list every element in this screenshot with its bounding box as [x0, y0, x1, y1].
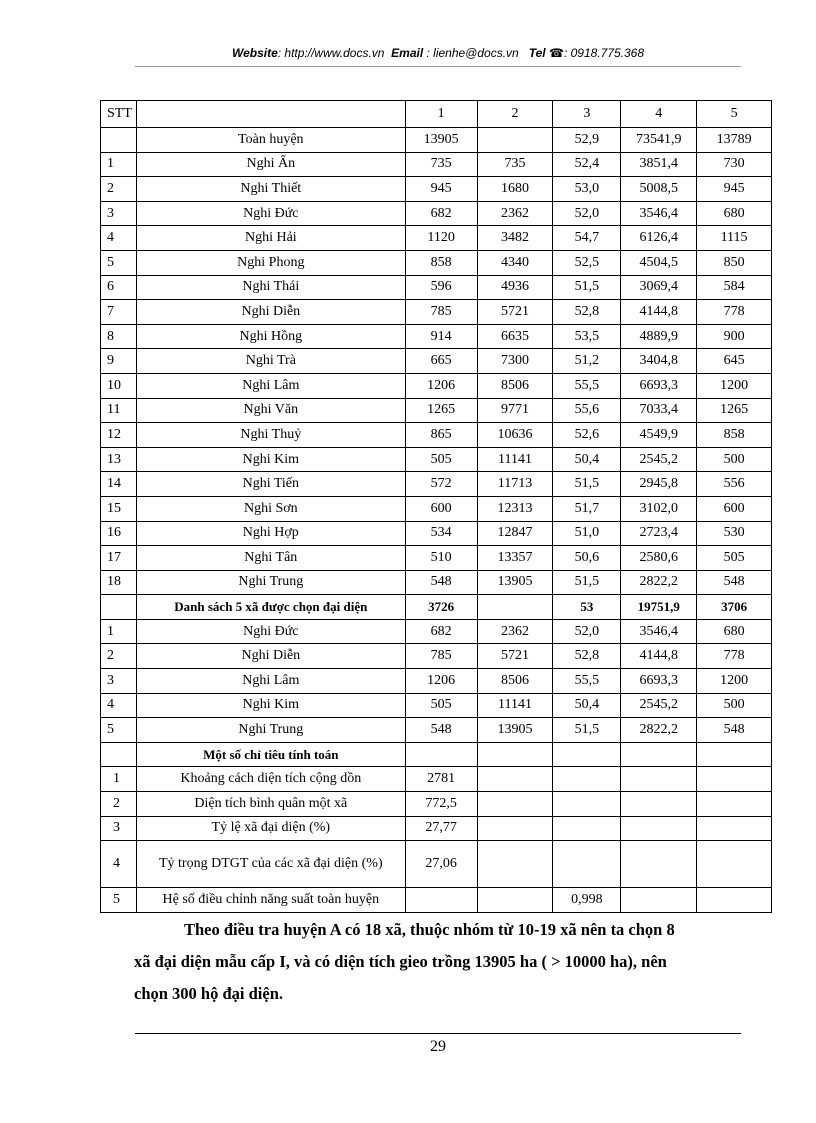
value-cell: 2362	[477, 201, 553, 226]
value-cell: 1265	[405, 398, 477, 423]
value-cell: 665	[405, 349, 477, 374]
value-cell: 548	[697, 570, 772, 595]
website-value: : http://www.docs.vn	[277, 46, 385, 60]
name-cell: Nghi Thiết	[136, 177, 405, 202]
value-cell: 27,77	[405, 816, 477, 841]
tel-label: Tel	[528, 46, 546, 60]
value-cell: 52,5	[553, 250, 621, 275]
value-cell	[553, 792, 621, 817]
value-cell: 1206	[405, 669, 477, 694]
value-cell: 8506	[477, 669, 553, 694]
value-cell: 682	[405, 619, 477, 644]
name-cell: Tỷ trọng DTGT của các xã đại diện (%)	[136, 841, 405, 888]
body-paragraph	[134, 914, 746, 1010]
value-cell	[477, 816, 553, 841]
value-cell: 900	[697, 324, 772, 349]
value-cell: 4549,9	[621, 423, 697, 448]
commune-row	[101, 472, 772, 497]
stt-cell: 2	[101, 644, 137, 669]
value-cell: 3726	[405, 595, 477, 620]
value-cell: 5008,5	[621, 177, 697, 202]
commune-row	[101, 152, 772, 177]
value-cell	[477, 888, 553, 913]
table-header-row	[101, 101, 772, 128]
selected-summary-row	[101, 595, 772, 620]
value-cell: 680	[697, 619, 772, 644]
value-cell: 858	[697, 423, 772, 448]
value-cell: 4504,5	[621, 250, 697, 275]
value-cell	[697, 742, 772, 767]
value-cell: 9771	[477, 398, 553, 423]
column-header: 1	[405, 101, 477, 128]
page-header	[135, 46, 741, 60]
value-cell: 52,8	[553, 300, 621, 325]
value-cell: 11141	[477, 693, 553, 718]
value-cell: 55,5	[553, 669, 621, 694]
value-cell	[477, 595, 553, 620]
value-cell: 12313	[477, 496, 553, 521]
value-cell: 3069,4	[621, 275, 697, 300]
value-cell: 1206	[405, 373, 477, 398]
commune-row	[101, 373, 772, 398]
indicator-row	[101, 792, 772, 817]
stt-cell	[101, 595, 137, 620]
name-cell: Nghi Thái	[136, 275, 405, 300]
value-cell: 2580,6	[621, 546, 697, 571]
value-cell	[697, 841, 772, 888]
commune-row	[101, 250, 772, 275]
stt-cell: 1	[101, 152, 137, 177]
column-header: 3	[553, 101, 621, 128]
name-cell: Toàn huyện	[136, 128, 405, 153]
value-cell: 6693,3	[621, 669, 697, 694]
value-cell: 52,0	[553, 619, 621, 644]
column-header: 4	[621, 101, 697, 128]
stt-cell	[101, 742, 137, 767]
paragraph-line: xã đại diện mẫu cấp I, và có diện tích gieo trồng 13905 ha ( > 10000 ha), nên	[134, 952, 667, 971]
value-cell: 13357	[477, 546, 553, 571]
name-cell: Nghi Tân	[136, 546, 405, 571]
value-cell: 548	[405, 570, 477, 595]
value-cell: 13905	[477, 570, 553, 595]
value-cell: 6693,3	[621, 373, 697, 398]
value-cell: 645	[697, 349, 772, 374]
commune-row	[101, 447, 772, 472]
value-cell: 548	[697, 718, 772, 743]
value-cell: 1115	[697, 226, 772, 251]
paragraph-line: chọn 300 hộ đại diện.	[134, 984, 283, 1003]
value-cell: 2362	[477, 619, 553, 644]
name-cell: Nghi Hồng	[136, 324, 405, 349]
stt-cell: 6	[101, 275, 137, 300]
value-cell: 4340	[477, 250, 553, 275]
district-total-row	[101, 128, 772, 153]
value-cell: 51,5	[553, 275, 621, 300]
value-cell: 51,7	[553, 496, 621, 521]
name-cell: Hệ số điều chỉnh năng suất toàn huyện	[136, 888, 405, 913]
stt-cell: 9	[101, 349, 137, 374]
footer-divider	[135, 1033, 741, 1034]
name-cell: Danh sách 5 xã được chọn đại diện	[136, 595, 405, 620]
value-cell: 27,06	[405, 841, 477, 888]
value-cell: 7300	[477, 349, 553, 374]
name-cell: Nghi Kim	[136, 693, 405, 718]
value-cell	[477, 767, 553, 792]
value-cell: 600	[697, 496, 772, 521]
column-header: 5	[697, 101, 772, 128]
phone-icon: ☎	[549, 46, 564, 60]
value-cell: 682	[405, 201, 477, 226]
name-cell: Nghi Diễn	[136, 644, 405, 669]
stt-cell: 7	[101, 300, 137, 325]
value-cell	[621, 742, 697, 767]
value-cell: 50,4	[553, 693, 621, 718]
stt-cell: 17	[101, 546, 137, 571]
value-cell: 680	[697, 201, 772, 226]
name-cell: Nghi Văn	[136, 398, 405, 423]
value-cell: 73541,9	[621, 128, 697, 153]
value-cell: 3404,8	[621, 349, 697, 374]
value-cell: 13905	[405, 128, 477, 153]
stt-cell: 2	[101, 792, 137, 817]
value-cell: 4889,9	[621, 324, 697, 349]
stt-cell: 5	[101, 718, 137, 743]
column-header: 2	[477, 101, 553, 128]
value-cell: 945	[697, 177, 772, 202]
selected-commune-row	[101, 669, 772, 694]
commune-row	[101, 496, 772, 521]
commune-row	[101, 226, 772, 251]
value-cell: 500	[697, 693, 772, 718]
commune-row	[101, 177, 772, 202]
value-cell: 945	[405, 177, 477, 202]
value-cell: 3546,4	[621, 619, 697, 644]
value-cell: 534	[405, 521, 477, 546]
value-cell: 12847	[477, 521, 553, 546]
stt-cell: 14	[101, 472, 137, 497]
value-cell: 600	[405, 496, 477, 521]
value-cell: 858	[405, 250, 477, 275]
value-cell	[405, 888, 477, 913]
name-cell: Nghi Kim	[136, 447, 405, 472]
value-cell: 4144,8	[621, 644, 697, 669]
value-cell: 19751,9	[621, 595, 697, 620]
value-cell	[477, 128, 553, 153]
stt-cell: 10	[101, 373, 137, 398]
value-cell: 4144,8	[621, 300, 697, 325]
value-cell: 55,5	[553, 373, 621, 398]
value-cell: 51,5	[553, 570, 621, 595]
name-cell: Nghi Ấn	[136, 152, 405, 177]
paragraph-line: Theo điều tra huyện A có 18 xã, thuộc nhóm từ 10-19 xã nên ta chọn 8	[184, 920, 675, 939]
value-cell: 50,6	[553, 546, 621, 571]
value-cell	[697, 792, 772, 817]
value-cell: 2723,4	[621, 521, 697, 546]
value-cell: 2545,2	[621, 447, 697, 472]
value-cell: 556	[697, 472, 772, 497]
name-cell: Tỷ lệ xã đại diện (%)	[136, 816, 405, 841]
value-cell: 2545,2	[621, 693, 697, 718]
name-cell: Nghi Hải	[136, 226, 405, 251]
commune-row	[101, 398, 772, 423]
value-cell: 778	[697, 644, 772, 669]
email-label: Email	[391, 46, 424, 60]
stt-cell: 5	[101, 250, 137, 275]
value-cell: 584	[697, 275, 772, 300]
value-cell: 51,5	[553, 472, 621, 497]
value-cell: 772,5	[405, 792, 477, 817]
value-cell: 3482	[477, 226, 553, 251]
commune-row	[101, 521, 772, 546]
value-cell: 735	[477, 152, 553, 177]
value-cell	[697, 888, 772, 913]
website-label: Website	[231, 46, 278, 60]
name-cell: Nghi Thuỷ	[136, 423, 405, 448]
value-cell: 785	[405, 300, 477, 325]
value-cell: 530	[697, 521, 772, 546]
value-cell: 730	[697, 152, 772, 177]
commune-row	[101, 546, 772, 571]
value-cell: 7033,4	[621, 398, 697, 423]
value-cell: 914	[405, 324, 477, 349]
value-cell: 500	[697, 447, 772, 472]
value-cell: 52,8	[553, 644, 621, 669]
commune-row	[101, 423, 772, 448]
name-cell: Diện tích bình quân một xã	[136, 792, 405, 817]
stt-cell: 3	[101, 669, 137, 694]
value-cell	[621, 841, 697, 888]
selected-commune-row	[101, 693, 772, 718]
value-cell: 10636	[477, 423, 553, 448]
value-cell	[553, 841, 621, 888]
header-divider	[135, 66, 741, 67]
value-cell	[621, 767, 697, 792]
value-cell: 6126,4	[621, 226, 697, 251]
value-cell: 850	[697, 250, 772, 275]
indicator-row	[101, 841, 772, 888]
value-cell: 548	[405, 718, 477, 743]
name-cell: Nghi Trà	[136, 349, 405, 374]
commune-row	[101, 300, 772, 325]
indicator-row	[101, 816, 772, 841]
value-cell: 3851,4	[621, 152, 697, 177]
indicator-row	[101, 888, 772, 913]
value-cell: 2781	[405, 767, 477, 792]
value-cell: 5721	[477, 300, 553, 325]
stt-cell: 15	[101, 496, 137, 521]
stt-cell: 3	[101, 201, 137, 226]
value-cell: 510	[405, 546, 477, 571]
value-cell	[621, 888, 697, 913]
value-cell: 785	[405, 644, 477, 669]
value-cell: 3706	[697, 595, 772, 620]
value-cell: 2822,2	[621, 718, 697, 743]
value-cell: 1265	[697, 398, 772, 423]
value-cell: 52,4	[553, 152, 621, 177]
name-cell: Nghi Hợp	[136, 521, 405, 546]
selected-commune-row	[101, 644, 772, 669]
value-cell: 51,0	[553, 521, 621, 546]
stt-cell: 4	[101, 693, 137, 718]
column-header: STT	[101, 101, 137, 128]
value-cell: 53	[553, 595, 621, 620]
value-cell: 6635	[477, 324, 553, 349]
stt-cell: 13	[101, 447, 137, 472]
name-cell: Khoảng cách diện tích cộng dồn	[136, 767, 405, 792]
tel-value: : 0918.775.368	[563, 46, 645, 60]
value-cell: 11141	[477, 447, 553, 472]
email-value: : lienhe@docs.vn	[423, 46, 519, 60]
name-cell: Nghi Lâm	[136, 373, 405, 398]
name-cell: Nghi Tiến	[136, 472, 405, 497]
column-header	[136, 101, 405, 128]
stt-cell: 4	[101, 226, 137, 251]
stt-cell: 8	[101, 324, 137, 349]
page-number: 29	[430, 1038, 446, 1055]
value-cell: 778	[697, 300, 772, 325]
name-cell: Nghi Đức	[136, 201, 405, 226]
value-cell: 13905	[477, 718, 553, 743]
value-cell: 1680	[477, 177, 553, 202]
value-cell: 4936	[477, 275, 553, 300]
value-cell: 13789	[697, 128, 772, 153]
stt-cell: 2	[101, 177, 137, 202]
value-cell	[477, 841, 553, 888]
value-cell: 54,7	[553, 226, 621, 251]
value-cell: 55,6	[553, 398, 621, 423]
stt-cell: 1	[101, 619, 137, 644]
value-cell: 3102,0	[621, 496, 697, 521]
value-cell: 505	[697, 546, 772, 571]
name-cell: Nghi Sơn	[136, 496, 405, 521]
name-cell: Nghi Lâm	[136, 669, 405, 694]
indicators-header-row	[101, 742, 772, 767]
value-cell: 53,5	[553, 324, 621, 349]
stt-cell: 1	[101, 767, 137, 792]
commune-row	[101, 275, 772, 300]
commune-row	[101, 349, 772, 374]
value-cell: 596	[405, 275, 477, 300]
stt-cell: 5	[101, 888, 137, 913]
value-cell	[697, 767, 772, 792]
commune-row	[101, 201, 772, 226]
value-cell: 8506	[477, 373, 553, 398]
value-cell: 572	[405, 472, 477, 497]
commune-data-table	[100, 100, 772, 913]
value-cell	[477, 792, 553, 817]
stt-cell: 16	[101, 521, 137, 546]
value-cell: 5721	[477, 644, 553, 669]
name-cell: Nghi Phong	[136, 250, 405, 275]
value-cell: 735	[405, 152, 477, 177]
selected-commune-row	[101, 718, 772, 743]
commune-row	[101, 570, 772, 595]
stt-cell: 4	[101, 841, 137, 888]
value-cell: 505	[405, 447, 477, 472]
value-cell: 52,0	[553, 201, 621, 226]
value-cell: 1120	[405, 226, 477, 251]
value-cell: 51,2	[553, 349, 621, 374]
value-cell: 1200	[697, 373, 772, 398]
name-cell: Nghi Đức	[136, 619, 405, 644]
name-cell: Nghi Trung	[136, 718, 405, 743]
value-cell: 0,998	[553, 888, 621, 913]
value-cell	[553, 767, 621, 792]
stt-cell: 12	[101, 423, 137, 448]
value-cell: 51,5	[553, 718, 621, 743]
stt-cell	[101, 128, 137, 153]
value-cell: 52,6	[553, 423, 621, 448]
value-cell: 52,9	[553, 128, 621, 153]
selected-commune-row	[101, 619, 772, 644]
name-cell: Một số chỉ tiêu tính toán	[136, 742, 405, 767]
stt-cell: 11	[101, 398, 137, 423]
value-cell: 11713	[477, 472, 553, 497]
value-cell: 865	[405, 423, 477, 448]
value-cell: 2822,2	[621, 570, 697, 595]
stt-cell: 3	[101, 816, 137, 841]
indicator-row	[101, 767, 772, 792]
value-cell: 50,4	[553, 447, 621, 472]
value-cell	[621, 792, 697, 817]
value-cell	[405, 742, 477, 767]
stt-cell: 18	[101, 570, 137, 595]
value-cell	[697, 816, 772, 841]
value-cell	[553, 742, 621, 767]
value-cell: 53,0	[553, 177, 621, 202]
name-cell: Nghi Diễn	[136, 300, 405, 325]
value-cell: 2945,8	[621, 472, 697, 497]
value-cell	[621, 816, 697, 841]
value-cell	[553, 816, 621, 841]
value-cell	[477, 742, 553, 767]
value-cell: 1200	[697, 669, 772, 694]
value-cell: 3546,4	[621, 201, 697, 226]
name-cell: Nghi Trung	[136, 570, 405, 595]
value-cell: 505	[405, 693, 477, 718]
commune-row	[101, 324, 772, 349]
